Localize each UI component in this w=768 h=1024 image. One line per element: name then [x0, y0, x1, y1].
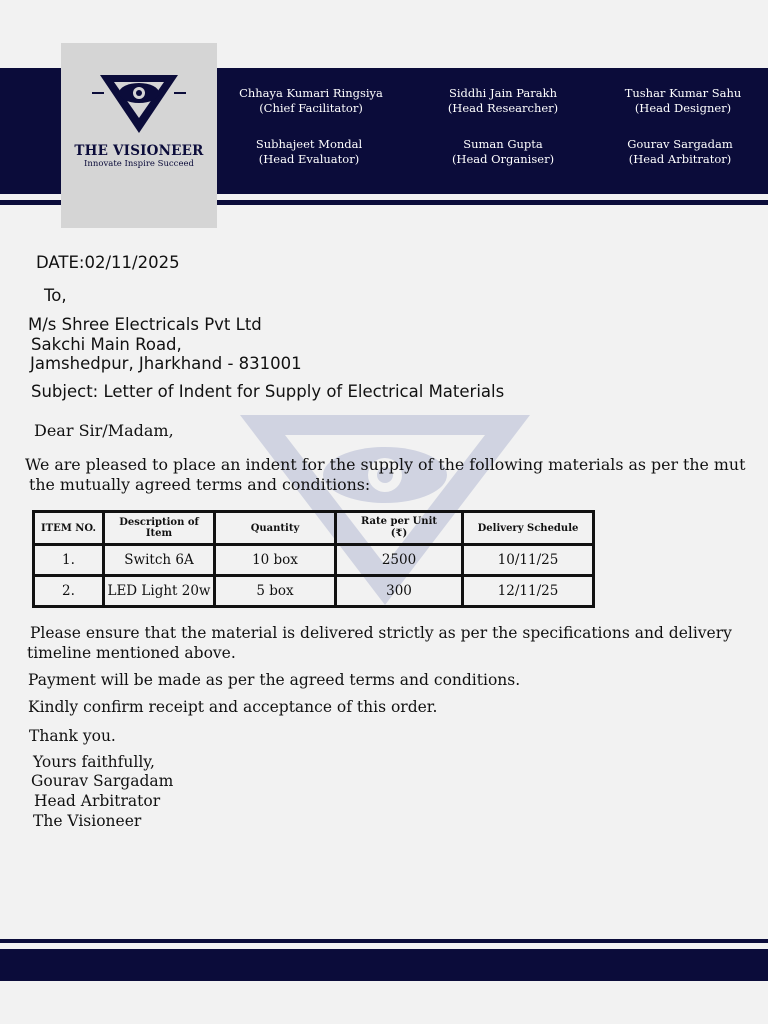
- table-row: [34, 545, 594, 576]
- recipient-line: M/s Shree Electricals Pvt Ltd: [28, 315, 262, 334]
- member-name: Siddhi Jain Parakh: [448, 86, 558, 100]
- team-member: [593, 86, 768, 116]
- thanks-line: Thank you.: [29, 727, 116, 745]
- rate-header-currency: (₹): [390, 528, 408, 539]
- cell-item-no: 1.: [34, 545, 104, 576]
- closing-line: Yours faithfully,: [33, 753, 155, 771]
- recipient-line: Sakchi Main Road,: [31, 335, 182, 354]
- ensure-line: timeline mentioned above.: [27, 644, 236, 662]
- rate-header-label: Rate per Unit: [361, 516, 437, 527]
- member-name: Suman Gupta: [463, 137, 543, 151]
- items-table: [32, 510, 595, 608]
- col-header-quantity: Quantity: [215, 512, 336, 545]
- salutation: Dear Sir/Madam,: [34, 421, 174, 440]
- cell-rate: 300: [336, 576, 463, 607]
- signatory-org: The Visioneer: [33, 812, 142, 830]
- member-name: Chhaya Kumari Ringsiya: [239, 86, 383, 100]
- team-member: [219, 137, 399, 167]
- cell-item-no: 2.: [34, 576, 104, 607]
- member-role: (Head Arbitrator): [628, 152, 732, 166]
- member-role: (Head Organiser): [451, 152, 555, 166]
- ensure-line: Please ensure that the material is delivered strictly as per the specifications and delivery: [30, 624, 732, 642]
- letter-to: To,: [44, 286, 67, 305]
- col-header-description: Description of Item: [104, 512, 215, 545]
- table-header-row: [34, 512, 594, 545]
- member-role: (Head Researcher): [447, 101, 559, 115]
- member-name: Gourav Sargadam: [627, 137, 733, 151]
- intro-line: the mutually agreed terms and conditions:: [29, 475, 371, 494]
- org-tagline: Innovate Inspire Succeed: [84, 159, 194, 169]
- cell-quantity: 10 box: [215, 545, 336, 576]
- cell-quantity: 5 box: [215, 576, 336, 607]
- team-member: [221, 86, 401, 116]
- cell-delivery: 12/11/25: [463, 576, 594, 607]
- member-role: (Head Evaluator): [258, 152, 360, 166]
- table-row: [34, 576, 594, 607]
- col-header-item-no: ITEM NO.: [34, 512, 104, 545]
- cell-description: Switch 6A: [104, 545, 215, 576]
- team-member: [413, 137, 593, 167]
- visioneer-logo-icon: [90, 71, 188, 139]
- member-name: Subhajeet Mondal: [255, 137, 363, 151]
- team-member: [413, 86, 593, 116]
- footer-rule: [0, 939, 768, 943]
- cell-delivery: 10/11/25: [463, 545, 594, 576]
- team-member: [590, 137, 768, 167]
- col-header-rate: [336, 512, 463, 545]
- payment-paragraph: Payment will be made as per the agreed terms and conditions.: [28, 671, 521, 689]
- intro-line: We are pleased to place an indent for the supply of the following materials as per the mut: [25, 455, 746, 474]
- signatory-title: Head Arbitrator: [34, 792, 161, 810]
- logo-box: [61, 43, 217, 228]
- member-role: (Chief Facilitator): [259, 101, 363, 115]
- member-name: Tushar Kumar Sahu: [624, 86, 742, 100]
- cell-rate: 2500: [336, 545, 463, 576]
- member-role: (Head Designer): [634, 101, 732, 115]
- cell-description: LED Light 20w: [104, 576, 215, 607]
- col-header-delivery: Delivery Schedule: [463, 512, 594, 545]
- signatory-name: Gourav Sargadam: [31, 772, 174, 790]
- recipient-line: Jamshedpur, Jharkhand - 831001: [30, 354, 302, 373]
- footer-band: [0, 949, 768, 981]
- letter-date: DATE:02/11/2025: [36, 253, 180, 272]
- confirm-paragraph: Kindly confirm receipt and acceptance of this order.: [28, 698, 438, 716]
- org-name: THE VISIONEER: [74, 143, 204, 159]
- letter-subject: Subject: Letter of Indent for Supply of Electrical Materials: [31, 382, 505, 401]
